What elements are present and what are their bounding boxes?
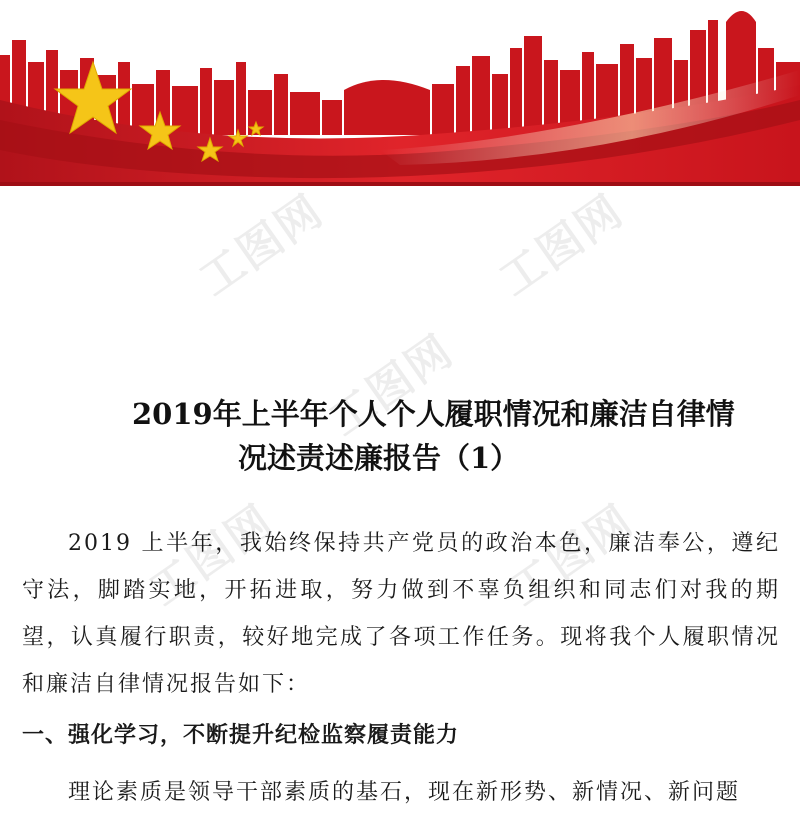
document-title [40, 392, 760, 480]
section-heading: 一、强化学习，不断提升纪检监察履责能力 [22, 723, 460, 748]
watermark: 工图网 [190, 185, 333, 307]
watermark: 工图网 [320, 325, 463, 447]
title-line-2: 况述责述廉报告（1） [238, 441, 520, 475]
watermark: 工图网 [490, 185, 633, 307]
header-banner [0, 0, 800, 190]
paragraph: 理论素质是领导干部素质的基石，现在新形势、新情况、新问题 [68, 780, 741, 805]
paragraph: 2019 上半年，我始终保持共产党员的政治本色，廉洁奉公，遵纪守法，脚踏实地，开拓进取，努力做到不辜负组织和同志们对我的期望，认真履行职责，较好地完成了各项工作任务。现将我个人履职情况和廉洁自律情况报告如下： [22, 531, 780, 697]
document-body [22, 520, 780, 816]
title-line-1: 2019年上半年个人个人履职情况和廉洁自律情 [132, 397, 735, 431]
watermark: 工图网 [140, 495, 283, 617]
watermark: 工图网 [500, 495, 643, 617]
